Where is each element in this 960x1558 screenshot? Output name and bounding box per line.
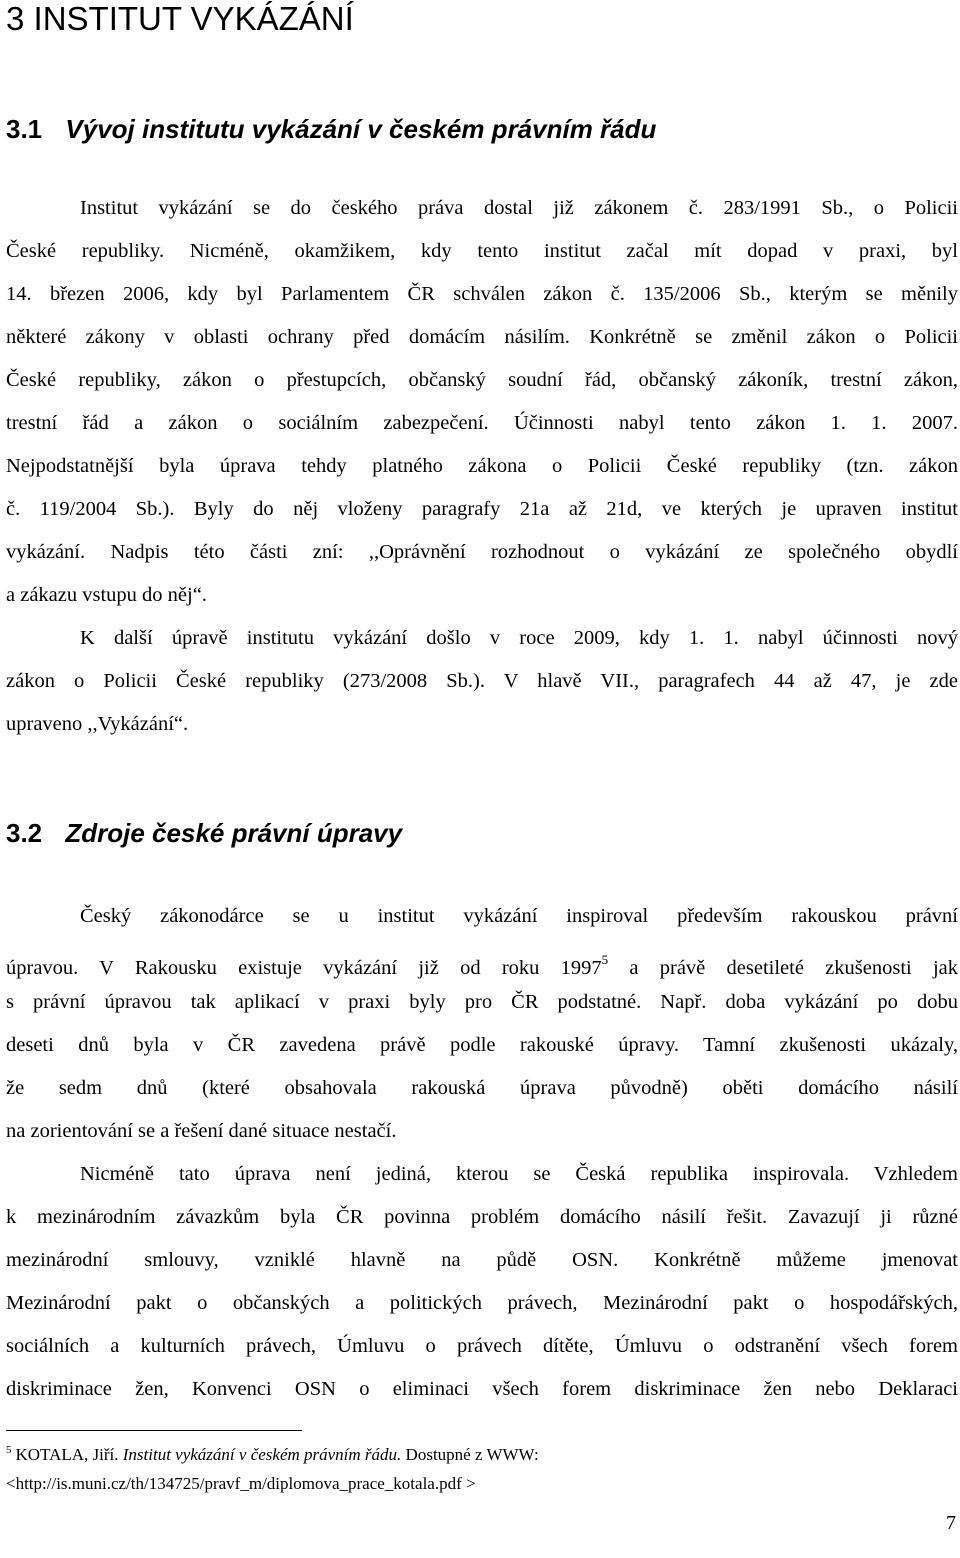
section-title: Vývoj institutu vykázání v českém právním řádu — [65, 114, 657, 144]
paragraph-3-1-b — [6, 617, 958, 746]
section-heading-3-1 — [6, 114, 656, 145]
text-fragment: a právě desetileté zkušenosti jak — [608, 957, 958, 979]
section-title: Zdroje české právní úpravy — [65, 818, 403, 848]
text-line: s právní úpravou tak aplikací v praxi byly pro ČR podstatné. Např. doba vykázání po dobu — [6, 991, 958, 1013]
paragraph-3-2-b — [6, 1153, 958, 1411]
section-number: 3.1 — [6, 114, 43, 144]
text-line: mezinárodní smlouvy, vzniklé hlavně na půdě OSN. Konkrétně můžeme jmenovat — [6, 1249, 958, 1271]
text-line: České republiky. Nicméně, okamžikem, kdy tento institut začal mít dopad v praxi, byl — [6, 240, 958, 262]
chapter-heading: 3 INSTITUT VYKÁZÁNÍ — [6, 0, 354, 37]
text-fragment: úpravou. V Rakousku existuje vykázání již od roku 1997 — [6, 957, 602, 979]
text-line: K další úpravě institutu vykázání došlo v roce 2009, kdy 1. 1. nabyl účinnosti nový — [80, 627, 958, 649]
text-line: a zákazu vstupu do něj“. — [6, 584, 207, 606]
footnote-number: 5 — [6, 1444, 12, 1456]
text-line: Mezinárodní pakt o občanských a politických právech, Mezinárodní pakt o hospodářských, — [6, 1292, 958, 1314]
text-line: trestní řád a zákon o sociálním zabezpečení. Účinnosti nabyl tento zákon 1. 1. 2007. — [6, 412, 958, 434]
text-line: vykázání. Nadpis této části zní: ,,Oprávnění rozhodnout o vykázání ze společného obydlí — [6, 541, 958, 563]
text-line: že sedm dnů (které obsahovala rakouská úprava původně) oběti domácího násilí — [6, 1077, 958, 1099]
footnote-author: KOTALA, Jiří. — [15, 1445, 119, 1464]
section-number: 3.2 — [6, 818, 43, 848]
footnote — [6, 1436, 946, 1498]
text-line: Český zákonodárce se u institut vykázání inspiroval především rakouskou právní — [80, 905, 958, 927]
footnote-line — [6, 1436, 946, 1469]
text-line: sociálních a kulturních právech, Úmluvu o právech dítěte, Úmluvu o odstranění všech forem — [6, 1335, 958, 1357]
text-line: Nicméně tato úprava není jediná, kterou se Česká republika inspirovala. Vzhledem — [80, 1163, 958, 1185]
text-line: Institut vykázání se do českého práva dostal již zákonem č. 283/1991 Sb., o Policii — [80, 197, 958, 219]
footnote-available: Dostupné z WWW: — [405, 1445, 539, 1464]
text-line: k mezinárodním závazkům byla ČR povinna problém domácího násilí řešit. Zavazují ji různé — [6, 1206, 958, 1228]
footnote-separator — [6, 1430, 302, 1431]
footnote-url[interactable]: <http://is.muni.cz/th/134725/pravf_m/diplomova_prace_kotala.pdf > — [6, 1474, 476, 1493]
footnote-title: Institut vykázání v českém právním řádu. — [122, 1445, 402, 1464]
text-line: upraveno ,,Vykázání“. — [6, 713, 189, 735]
text-line: diskriminace žen, Konvenci OSN o eliminaci všech forem diskriminace žen nebo Deklaraci — [6, 1378, 958, 1400]
text-line: na zorientování se a řešení dané situace nestačí. — [6, 1120, 397, 1142]
text-line: Nejpodstatnější byla úprava tehdy platného zákona o Policii České republiky (tzn. zákon — [6, 455, 958, 477]
text-line: České republiky, zákon o přestupcích, občanský soudní řád, občanský zákoník, trestní zákon, — [6, 369, 958, 391]
page-number: 7 — [946, 1512, 956, 1534]
text-line — [6, 938, 958, 981]
text-line: č. 119/2004 Sb.). Byly do něj vloženy paragrafy 21a až 21d, ve kterých je upraven institut — [6, 498, 958, 520]
text-line: 14. březen 2006, kdy byl Parlamentem ČR schválen zákon č. 135/2006 Sb., kterým se měnily — [6, 283, 958, 305]
text-line: zákon o Policii České republiky (273/2008 Sb.). V hlavě VII., paragrafech 44 až 47, je zde — [6, 670, 958, 692]
paragraph-3-2-a — [6, 895, 958, 1153]
footnote-reference[interactable]: 5 — [601, 952, 609, 967]
paragraph-3-1-a — [6, 187, 958, 617]
section-heading-3-2 — [6, 818, 402, 849]
text-line: deseti dnů byla v ČR zavedena právě podle rakouské úpravy. Tamní zkušenosti ukázaly, — [6, 1034, 958, 1056]
text-line: některé zákony v oblasti ochrany před domácím násilím. Konkrétně se změnil zákon o Policii — [6, 326, 958, 348]
